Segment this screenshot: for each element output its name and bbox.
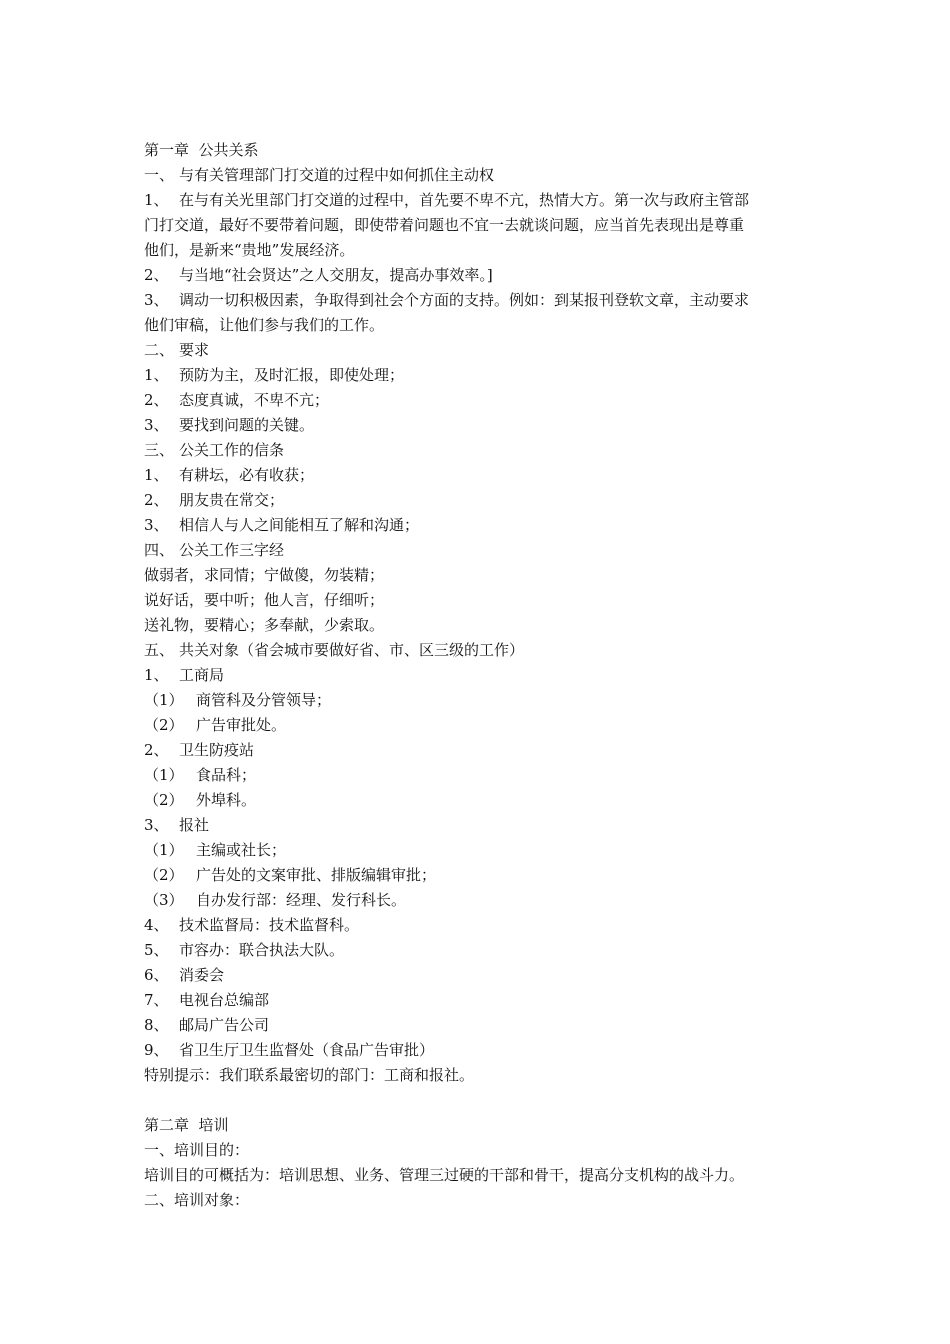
section-heading	[144, 438, 824, 463]
list-item	[144, 738, 824, 763]
item-text: 技术监督局：技术监督科。	[179, 916, 360, 934]
sub-item-text: 广告处的文案审批、排版编辑审批；	[196, 866, 437, 884]
list-item	[144, 988, 824, 1013]
item-number: 2、	[144, 391, 169, 409]
item-text: 相信人与人之间能相互了解和沟通；	[179, 516, 420, 534]
section-number: 五、	[144, 641, 175, 659]
item-number: 1、	[144, 366, 169, 384]
item-continuation: 门打交道，最好不要带着问题，即使带着问题也不宜一去就谈问题，应当首先表现出是尊重	[144, 216, 745, 234]
paragraph: 培训目的可概括为：培训思想、业务、管理三过硬的干部和骨干，提高分支机构的战斗力。	[144, 1166, 745, 1184]
item-text: 预防为主，及时汇报，即使处理；	[179, 366, 405, 384]
sub-item-number: （2）	[144, 866, 184, 884]
item-number: 6、	[144, 966, 169, 984]
item-number: 2、	[144, 266, 169, 284]
list-item	[144, 413, 824, 438]
item-number: 7、	[144, 991, 169, 1009]
sub-item-number: （1）	[144, 691, 184, 709]
verse-line: 说好话，要中听；他人言，仔细听；	[144, 591, 385, 609]
item-number: 3、	[144, 291, 169, 309]
item-text: 工商局	[179, 666, 225, 684]
sub-item	[144, 863, 824, 888]
sub-item	[144, 788, 824, 813]
item-text: 调动一切积极因素，争取得到社会个方面的支持。例如：到某报刊登软文章，主动要求	[179, 291, 750, 309]
item-text: 要找到问题的关键。	[179, 416, 315, 434]
list-item	[144, 963, 824, 988]
item-text: 报社	[179, 816, 210, 834]
section-heading	[144, 638, 824, 663]
item-number: 9、	[144, 1041, 169, 1059]
list-item	[144, 938, 824, 963]
item-text: 有耕坛，必有收获；	[179, 466, 315, 484]
item-text: 省卫生厅卫生监督处（食品广告审批）	[179, 1041, 435, 1059]
chapter-title: 第二章 培训	[144, 1116, 229, 1134]
sub-item-number: （3）	[144, 891, 184, 909]
blank-line	[144, 1088, 824, 1113]
sub-item-text: 广告审批处。	[196, 716, 287, 734]
section-heading-text: 与有关管理部门打交道的过程中如何抓住主动权	[179, 166, 495, 184]
item-text: 与当地“社会贤达”之人交朋友，提高办事效率。]	[179, 266, 493, 284]
sub-item-text: 自办发行部：经理、发行科长。	[196, 891, 407, 909]
item-number: 2、	[144, 491, 169, 509]
verse-line: 送礼物，要精心；多奉献，少索取。	[144, 616, 385, 634]
sub-item	[144, 888, 824, 913]
item-text: 卫生防疫站	[179, 741, 255, 759]
list-item	[144, 488, 824, 513]
section-heading: 一、培训目的：	[144, 1141, 250, 1159]
sub-item-text: 商管科及分管领导；	[196, 691, 332, 709]
item-number: 1、	[144, 666, 169, 684]
sub-item-text: 外埠科。	[196, 791, 257, 809]
list-item	[144, 663, 824, 688]
verse-line: 做弱者，求同情；宁做傻，勿装精；	[144, 566, 385, 584]
section-heading	[144, 338, 824, 363]
item-number: 4、	[144, 916, 169, 934]
list-item	[144, 463, 824, 488]
item-text: 朋友贵在常交；	[179, 491, 285, 509]
sub-item	[144, 763, 824, 788]
section-heading	[144, 538, 824, 563]
item-text: 市容办：联合执法大队。	[179, 941, 345, 959]
sub-item	[144, 838, 824, 863]
item-text: 在与有关光里部门打交道的过程中，首先要不卑不亢，热情大方。第一次与政府主管部	[179, 191, 750, 209]
list-item	[144, 513, 824, 538]
section-heading-text: 共关对象（省会城市要做好省、市、区三级的工作）	[179, 641, 525, 659]
sub-item-number: （2）	[144, 791, 184, 809]
sub-item-text: 主编或社长；	[196, 841, 287, 859]
sub-item-number: （2）	[144, 716, 184, 734]
item-number: 2、	[144, 741, 169, 759]
section-number: 一、	[144, 166, 175, 184]
item-text: 电视台总编部	[179, 991, 270, 1009]
section-heading-text: 公关工作三字经	[179, 541, 285, 559]
sub-item	[144, 688, 824, 713]
section-number: 二、	[144, 341, 175, 359]
item-number: 1、	[144, 466, 169, 484]
list-item	[144, 188, 824, 213]
list-item	[144, 1013, 824, 1038]
section-heading-text: 公关工作的信条	[179, 441, 285, 459]
section-heading: 二、培训对象：	[144, 1191, 250, 1209]
item-continuation: 他们，是新来“贵地”发展经济。	[144, 241, 355, 259]
item-continuation: 他们审稿，让他们参与我们的工作。	[144, 316, 385, 334]
item-number: 5、	[144, 941, 169, 959]
special-note: 特别提示：我们联系最密切的部门：工商和报社。	[144, 1066, 475, 1084]
item-number: 3、	[144, 516, 169, 534]
document-body	[144, 138, 824, 1213]
sub-item-number: （1）	[144, 841, 184, 859]
section-heading-text: 要求	[179, 341, 210, 359]
chapter-title: 第一章 公共关系	[144, 141, 259, 159]
section-number: 四、	[144, 541, 175, 559]
list-item	[144, 1038, 824, 1063]
item-number: 3、	[144, 816, 169, 834]
list-item	[144, 288, 824, 313]
section-number: 三、	[144, 441, 175, 459]
list-item	[144, 363, 824, 388]
sub-item-number: （1）	[144, 766, 184, 784]
item-number: 1、	[144, 191, 169, 209]
list-item	[144, 388, 824, 413]
list-item	[144, 913, 824, 938]
item-text: 消委会	[179, 966, 225, 984]
item-number: 3、	[144, 416, 169, 434]
list-item	[144, 263, 824, 288]
list-item	[144, 813, 824, 838]
item-number: 8、	[144, 1016, 169, 1034]
section-heading	[144, 163, 824, 188]
item-text: 态度真诚，不卑不亢；	[179, 391, 330, 409]
sub-item-text: 食品科；	[196, 766, 257, 784]
sub-item	[144, 713, 824, 738]
item-text: 邮局广告公司	[179, 1016, 270, 1034]
